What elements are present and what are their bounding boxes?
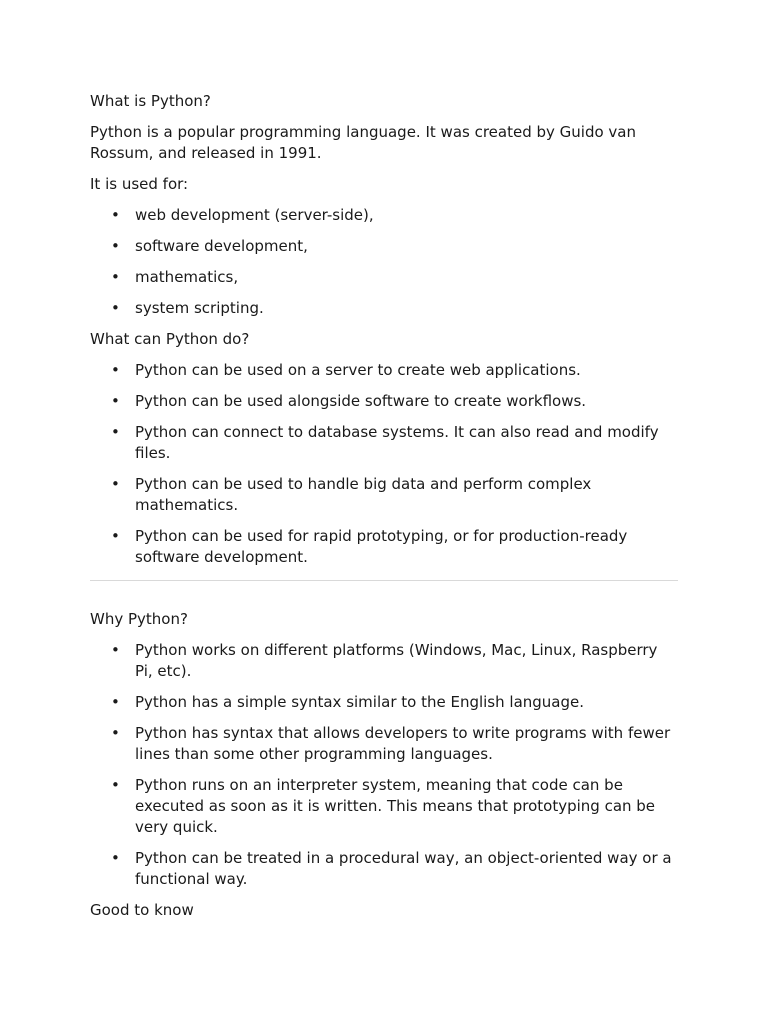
capabilities-list: [90, 360, 678, 568]
bullet-icon: •: [111, 475, 120, 493]
heading-good-to-know: Good to know: [90, 901, 194, 919]
section-divider: [90, 580, 678, 581]
bullet-icon: •: [111, 527, 120, 545]
list-item: • Python runs on an interpreter system, meaning that code can be executed as soon as it is written. This means that prototyping can be very quick.: [111, 776, 656, 836]
list-item: • Python has a simple syntax similar to the English language.: [111, 693, 585, 711]
list-item: • system scripting.: [111, 299, 264, 317]
bullet-icon: •: [111, 641, 120, 659]
bullet-icon: •: [111, 693, 120, 711]
heading-why-python: Why Python?: [90, 610, 188, 628]
used-for-list: [90, 205, 678, 319]
list-item: • web development (server-side),: [111, 206, 374, 224]
why-python-list: [90, 640, 678, 890]
bullet-icon: •: [111, 776, 120, 794]
list-item: • mathematics,: [111, 268, 239, 286]
bullet-icon: •: [111, 392, 120, 410]
list-item: • Python can be treated in a procedural way, an object-oriented way or a functional way.: [111, 849, 672, 888]
heading-what-can-python-do: What can Python do?: [90, 330, 250, 348]
bullet-icon: •: [111, 268, 120, 286]
intro-paragraph: Python is a popular programming language. It was created by Guido van Rossum, and released in 1991.: [90, 123, 641, 162]
list-item: • Python can be used on a server to create web applications.: [111, 361, 581, 379]
bullet-icon: •: [111, 237, 120, 255]
bullet-icon: •: [111, 724, 120, 742]
list-item: • Python can be used alongside software to create workflows.: [111, 392, 587, 410]
list-item: • Python can be used to handle big data and perform complex mathematics.: [111, 475, 592, 514]
bullet-icon: •: [111, 361, 120, 379]
list-item: • Python can be used for rapid prototyping, or for production-ready software development.: [111, 527, 628, 566]
bullet-icon: •: [111, 849, 120, 867]
list-item: • Python can connect to database systems. It can also read and modify files.: [111, 423, 659, 462]
heading-what-is-python: What is Python?: [90, 92, 211, 110]
bullet-icon: •: [111, 206, 120, 224]
bullet-icon: •: [111, 423, 120, 441]
list-item: • Python has syntax that allows developers to write programs with fewer lines than some other programming languages.: [111, 724, 671, 763]
list-item: • Python works on different platforms (Windows, Mac, Linux, Raspberry Pi, etc).: [111, 641, 658, 680]
used-for-label: It is used for:: [90, 175, 189, 193]
list-item: • software development,: [111, 237, 308, 255]
bullet-icon: •: [111, 299, 120, 317]
